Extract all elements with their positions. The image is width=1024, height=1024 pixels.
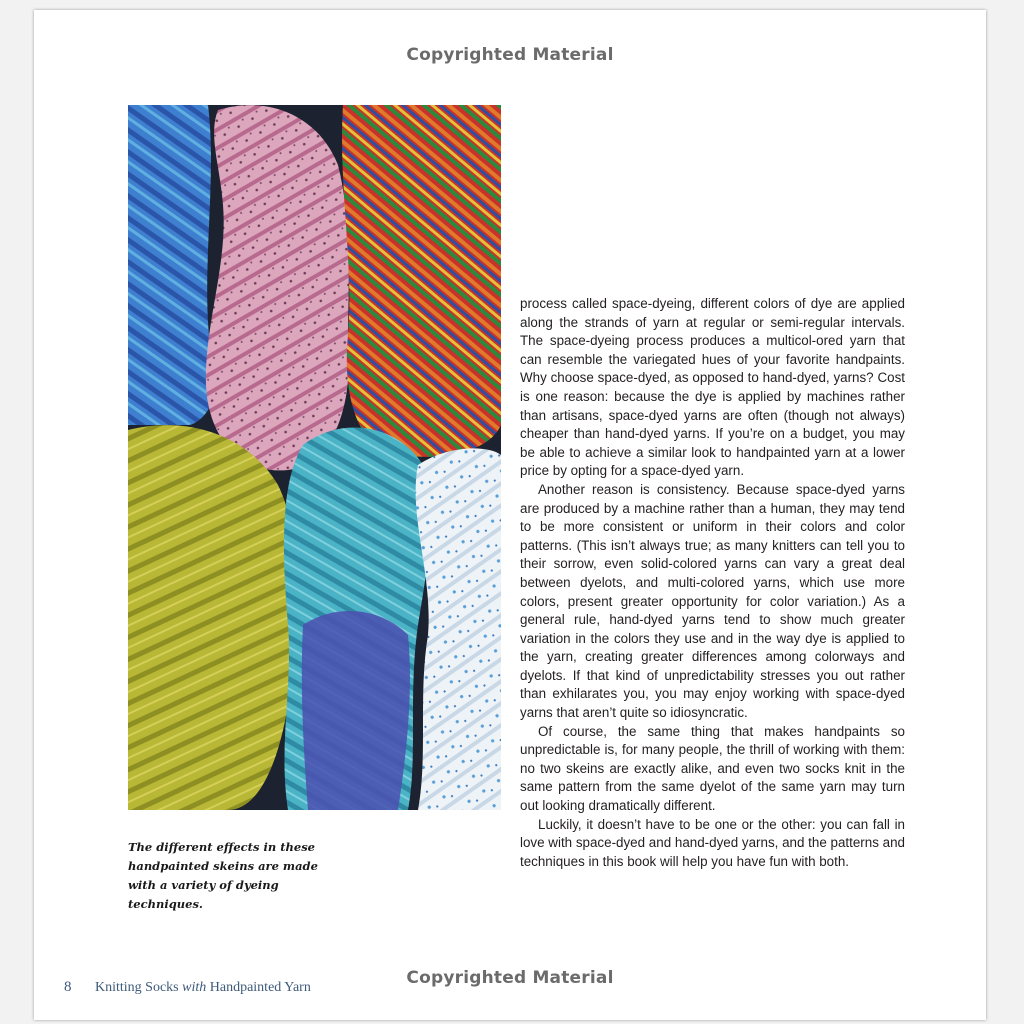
book-title-part: with [182,980,207,995]
book-page [34,10,986,1020]
book-title-part: Knitting Socks [95,980,179,995]
copyright-watermark-top: Copyrighted Material [406,45,614,65]
yarn-skeins-photo [128,105,501,810]
copyright-watermark-bottom: Copyrighted Material [406,968,614,988]
book-title-part: Handpainted Yarn [209,980,311,995]
body-text [520,295,905,871]
paragraph: Of course, the same thing that makes handpaints so unpredictable is, for many people, the thrill of working with them: no two skeins are exactly alike, and even two socks knit in the same pattern from the same dyelot of the same yarn may turn out looking dramatically different. [520,723,905,814]
photo-caption: The different effects in these handpainted skeins are made with a variety of dyeing techniques. [128,840,318,911]
paragraph: Luckily, it doesn’t have to be one or the other: you can fall in love with space-dyed and hand-dyed yarns, and the patterns and techniques in this book will help you have fun with both. [520,816,905,869]
paragraph: process called space-dyeing, different colors of dye are applied along the strands of yarn at regular or semi-regular intervals. The space-dyeing process produces a multicol-ored yarn that can resemble the variegated hues of your favorite handpaints. Why choose space-dyed, as opposed to hand-dyed, yarns? Cost is one reason: because the dye is applied by machines rather than artisans, space-dyed yarns are often (though not always) cheaper than hand-dyed yarns. If you’re on a budget, you may be able to achieve a similar look to handpainted yarn at a lower price by opting for a space-dyed yarn. [520,296,905,479]
paragraph: Another reason is consistency. Because space-dyed yarns are produced by a machine rather than a human, they may tend to be more consistent or uniform in their colors and color patterns. (This isn’t always true; as many knitters can tell you to their sorrow, even solid-colored yarns can vary a great deal between dyelots, and multi-colored yarns, which use more colors, present greater opportunity for color variation.) As a general rule, hand-dyed yarns tend to show much greater variation in the colors they use and in the way dye is applied to the yarn, creating greater differences among colorways and dyelots. If that kind of unpredictability stresses you out rather than exhilarates you, you may enjoy working with space-dyed yarns that aren’t quite so idiosyncratic. [520,481,905,721]
page-number: 8 [64,979,72,995]
page-footer [64,979,311,996]
